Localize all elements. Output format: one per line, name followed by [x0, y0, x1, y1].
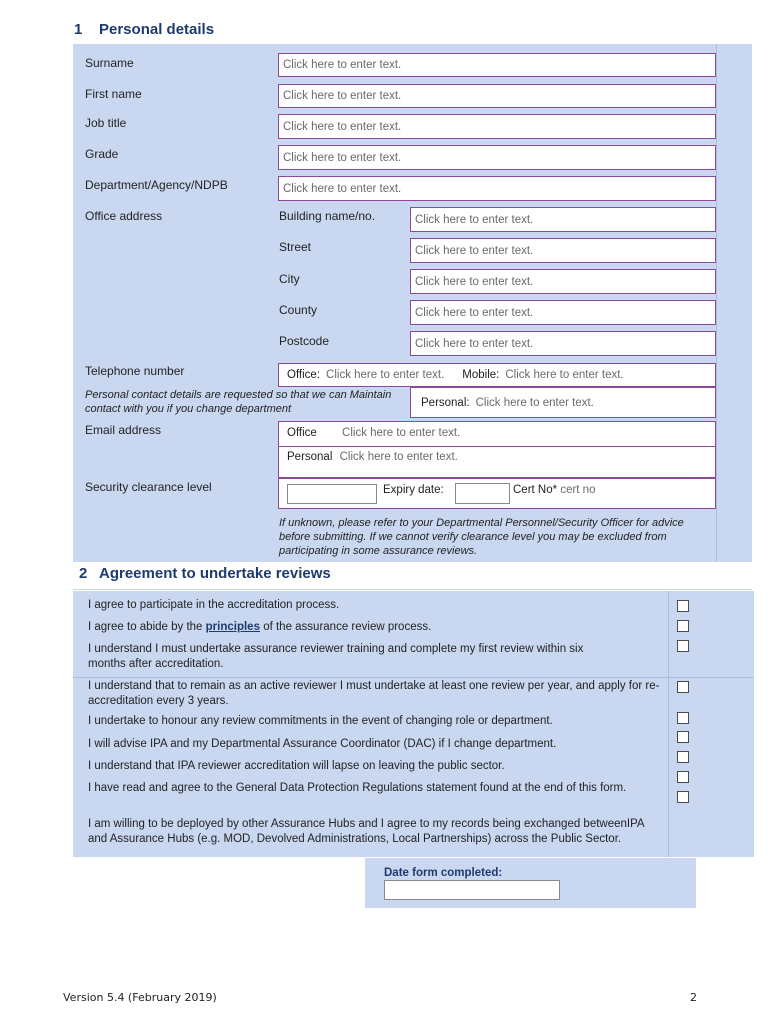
email-office-input[interactable]: Click here to enter text. [342, 427, 461, 439]
date-completed-label: Date form completed: [384, 867, 503, 879]
job-title-label: Job title [85, 116, 127, 130]
section-2-rule [73, 589, 752, 590]
telephone-field [278, 363, 716, 387]
personal-phone-field [410, 387, 716, 418]
section-1-title: Personal details [99, 21, 215, 38]
checkbox-assurance-hubs[interactable] [677, 791, 689, 803]
security-clearance-label: Security clearance level [85, 480, 212, 494]
statement-principles-prefix: I agree to abide by the [88, 621, 203, 633]
section-2-title: Agreement to undertake reviews [99, 565, 331, 582]
building-label: Building name/no. [279, 209, 376, 223]
personal-phone-label: Personal: [421, 396, 470, 409]
checkbox-principles[interactable] [677, 620, 689, 632]
mobile-phone-label: Mobile: [462, 369, 500, 381]
cert-no-label: Cert No* [513, 484, 558, 496]
statement-active-reviewer: I understand that to remain as an active reviewer I must undertake at least one review per year, and apply for re-accreditation every 3 years. [88, 680, 660, 707]
expiry-date-input[interactable] [455, 483, 510, 504]
cert-no-input[interactable]: cert no [560, 484, 596, 496]
statement-training: I understand I must undertake assurance reviewer training and complete my first review within six months after accreditation. [88, 643, 584, 670]
county-label: County [279, 303, 318, 317]
job-title-input[interactable]: Click here to enter text. [278, 114, 716, 139]
checkbox-advise-ipa[interactable] [677, 731, 689, 743]
grade-label: Grade [85, 147, 119, 161]
email-field [278, 421, 716, 478]
footer-page-number: 2 [690, 991, 697, 1004]
statement-assurance-hubs: I am willing to be deployed by other Assurance Hubs and I agree to my records being exchanged betweenIPA and Assurance Hubs (e.g. MOD, Devolved Administrations, Local Partnerships) across the Public Sector. [88, 818, 644, 845]
statement-principles-suffix: of the assurance review process. [263, 621, 432, 633]
section-2-number: 2 [79, 565, 88, 582]
email-office-label: Office [287, 427, 317, 439]
email-label: Email address [85, 423, 162, 437]
security-level-input[interactable] [287, 484, 377, 504]
statement-principles [88, 620, 663, 635]
expiry-date-label: Expiry date: [383, 484, 444, 496]
statement-participate: I agree to participate in the accreditation process. [88, 599, 340, 611]
checkbox-participate[interactable] [677, 600, 689, 612]
street-input[interactable]: Click here to enter text. [410, 238, 716, 263]
building-input[interactable]: Click here to enter text. [410, 207, 716, 232]
first-name-label: First name [85, 87, 142, 101]
clearance-unknown-note: If unknown, please refer to your Departmental Personnel/Security Officer for advice before submitting. If we cannot verify clearance level you may be excluded from participating in some assurance reviews. [279, 517, 684, 557]
surname-input[interactable]: Click here to enter text. [278, 53, 716, 77]
security-clearance-field [278, 478, 716, 509]
statement-accreditation-lapse: I understand that IPA reviewer accreditation will lapse on leaving the public sector. [88, 760, 505, 772]
first-name-input[interactable]: Click here to enter text. [278, 84, 716, 108]
principles-link[interactable]: principles [205, 621, 260, 633]
panel-divider [716, 44, 717, 562]
section-1-number: 1 [74, 21, 83, 38]
agreement-divider [668, 591, 669, 857]
office-phone-label: Office: [287, 369, 321, 381]
city-input[interactable]: Click here to enter text. [410, 269, 716, 294]
email-divider [279, 446, 715, 447]
street-label: Street [279, 240, 312, 254]
checkbox-training[interactable] [677, 640, 689, 652]
office-phone-input[interactable]: Click here to enter text. [326, 369, 445, 381]
office-address-label: Office address [85, 209, 163, 223]
county-input[interactable]: Click here to enter text. [410, 300, 716, 325]
mobile-phone-input[interactable]: Click here to enter text. [505, 369, 624, 381]
statement-gdpr: I have read and agree to the General Data Protection Regulations statement found at the end of this form. [88, 782, 627, 794]
city-label: City [279, 272, 300, 286]
checkbox-gdpr[interactable] [677, 771, 689, 783]
personal-phone-input[interactable]: Click here to enter text. [475, 396, 594, 409]
checkbox-active-reviewer[interactable] [677, 681, 689, 693]
footer-version: Version 5.4 (February 2019) [63, 991, 217, 1004]
telephone-label: Telephone number [85, 364, 185, 378]
surname-label: Surname [85, 56, 134, 70]
checkbox-accreditation-lapse[interactable] [677, 751, 689, 763]
checkbox-honour-commitments[interactable] [677, 712, 689, 724]
department-label: Department/Agency/NDPB [85, 178, 228, 192]
agreement-row-rule [73, 677, 754, 678]
email-personal-input[interactable]: Click here to enter text. [339, 451, 458, 463]
postcode-label: Postcode [279, 334, 330, 348]
personal-contact-note: Personal contact details are requested so that we can Maintain contact with you if you change department [85, 389, 392, 415]
grade-input[interactable]: Click here to enter text. [278, 145, 716, 170]
statement-advise-ipa: I will advise IPA and my Departmental Assurance Coordinator (DAC) if I change department. [88, 738, 557, 750]
email-personal-label: Personal [287, 451, 333, 463]
statement-honour-commitments: I undertake to honour any review commitments in the event of changing role or department. [88, 715, 553, 727]
date-completed-input[interactable] [384, 880, 560, 900]
postcode-input[interactable]: Click here to enter text. [410, 331, 716, 356]
department-input[interactable]: Click here to enter text. [278, 176, 716, 201]
